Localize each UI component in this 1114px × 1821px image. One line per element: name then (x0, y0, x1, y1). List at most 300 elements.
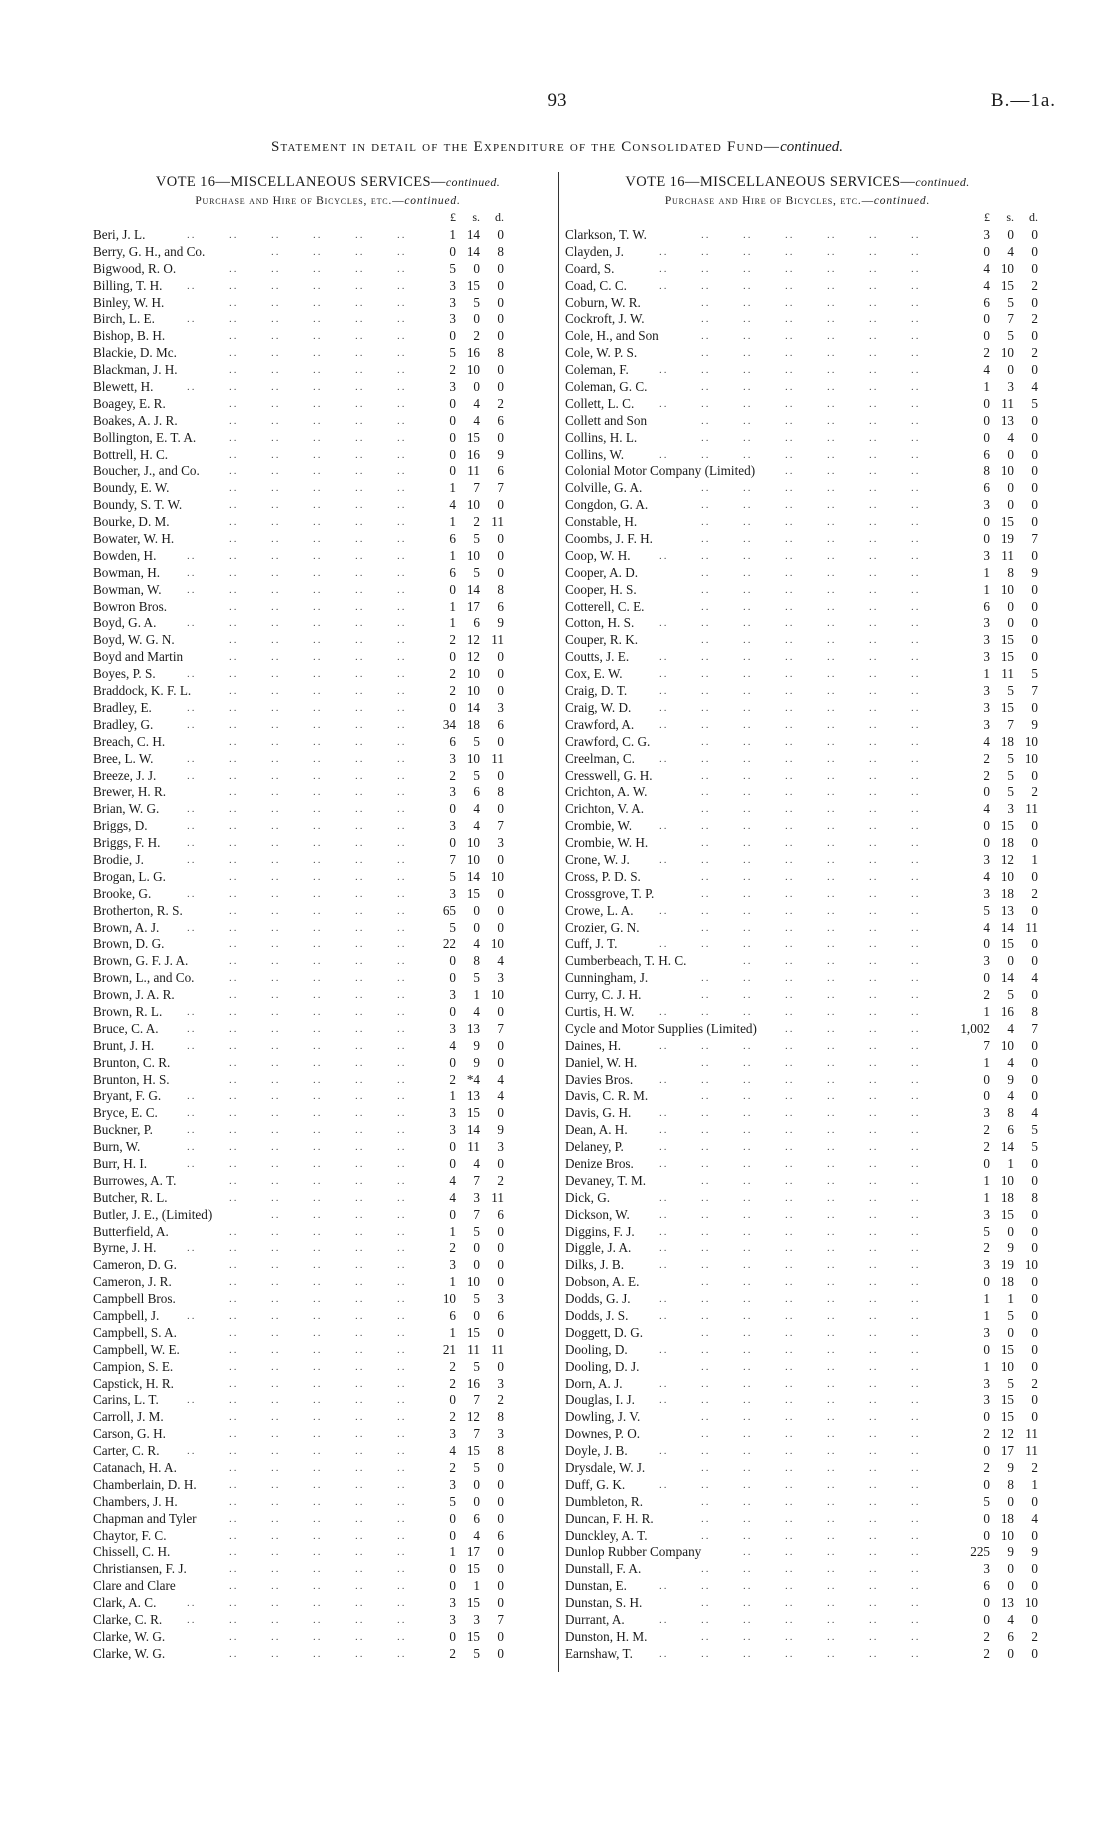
amount-shillings: 0 (473, 919, 480, 935)
dot-leader: .. (355, 1056, 365, 1069)
amount-shillings: 15 (466, 1595, 480, 1611)
dot-leader: .. (701, 786, 711, 799)
dot-leader: .. (701, 1208, 711, 1221)
payee-name: Drysdale, W. J. (565, 1460, 646, 1476)
dot-leader: .. (869, 1056, 879, 1069)
dot-leader: .. (911, 279, 921, 292)
payee-name: Dunckley, A. T. (565, 1527, 648, 1543)
dot-leader: .. (827, 904, 837, 917)
dot-leader: .. (271, 617, 281, 630)
dot-leader: .. (229, 1141, 239, 1154)
dot-leader: .. (313, 262, 323, 275)
dot-leader: .. (785, 701, 795, 714)
amount-shillings: 12 (466, 649, 480, 665)
dot-leader: .. (743, 870, 753, 883)
dot-leader: .. (187, 381, 197, 394)
dot-leader: .. (271, 1157, 281, 1170)
table-row (565, 480, 1038, 497)
amount-shillings: 13 (1000, 412, 1014, 428)
amount-pence: 7 (497, 1612, 504, 1628)
dot-leader: .. (271, 634, 281, 647)
dot-leader: .. (701, 1394, 711, 1407)
dot-leader: .. (355, 516, 365, 529)
amount-shillings: 6 (1007, 1628, 1014, 1644)
dot-leader: .. (187, 803, 197, 816)
payee-name: Coleman, F. (565, 362, 629, 378)
table-row (93, 1038, 563, 1055)
dot-leader: .. (229, 1343, 239, 1356)
dot-leader: .. (785, 1191, 795, 1204)
dot-leader: .. (271, 1225, 281, 1238)
dot-leader: .. (785, 1563, 795, 1576)
dot-leader: .. (271, 972, 281, 985)
dot-leader: .. (911, 1478, 921, 1491)
amount-pence: 7 (1031, 1020, 1038, 1036)
dot-leader: .. (827, 803, 837, 816)
dot-leader: .. (187, 1242, 197, 1255)
amount-shillings: 7 (473, 1172, 480, 1188)
dot-leader: .. (785, 938, 795, 951)
table-row (93, 903, 563, 920)
vote-title: VOTE 16—MISCELLANEOUS SERVICES— (155, 174, 446, 190)
table-row (565, 666, 1038, 683)
dot-leader: .. (271, 1073, 281, 1086)
amount-shillings: 10 (466, 547, 480, 563)
amount-pence: 0 (1031, 547, 1038, 563)
amount-pence: 3 (497, 699, 504, 715)
amount-pence: 0 (1031, 1341, 1038, 1357)
dot-leader: .. (911, 1276, 921, 1289)
dot-leader: .. (397, 1563, 407, 1576)
amount-shillings: 11 (1001, 547, 1014, 563)
dot-leader: .. (701, 668, 711, 681)
dot-leader: .. (701, 685, 711, 698)
dot-leader: .. (869, 718, 879, 731)
dot-leader: .. (397, 837, 407, 850)
amount-pounds: 3 (449, 1612, 456, 1628)
dot-leader: .. (785, 1597, 795, 1610)
dot-leader: .. (911, 803, 921, 816)
amount-pence: 9 (497, 446, 504, 462)
amount-pence: 0 (497, 1595, 504, 1611)
amount-pence: 0 (497, 429, 504, 445)
table-row (93, 1105, 563, 1122)
amount-shillings: 15 (466, 1443, 480, 1459)
dot-leader: .. (397, 1597, 407, 1610)
dot-leader: .. (229, 752, 239, 765)
dot-leader: .. (229, 533, 239, 546)
dot-leader: .. (743, 1208, 753, 1221)
dot-leader: .. (313, 414, 323, 427)
amount-pence: 8 (497, 784, 504, 800)
payee-name: Crowe, L. A. (565, 902, 634, 918)
amount-pounds: 4 (983, 801, 990, 817)
amount-pence: 0 (497, 733, 504, 749)
dot-leader: .. (911, 1208, 921, 1221)
payee-name: Downes, P. O. (565, 1426, 641, 1442)
amount-pence: 4 (1031, 379, 1038, 395)
amount-pence: 11 (491, 1341, 504, 1357)
dot-leader: .. (785, 735, 795, 748)
dot-leader: .. (355, 1242, 365, 1255)
dot-leader: .. (827, 1225, 837, 1238)
dot-leader: .. (187, 549, 197, 562)
dot-leader: .. (187, 1005, 197, 1018)
dot-leader: .. (313, 668, 323, 681)
dot-leader: .. (271, 262, 281, 275)
dot-leader: .. (355, 803, 365, 816)
dot-leader: .. (355, 887, 365, 900)
dot-leader: .. (785, 1495, 795, 1508)
amount-shillings: 15 (1000, 632, 1014, 648)
payee-name: Clarkson, T. W. (565, 227, 647, 242)
dot-leader: .. (229, 668, 239, 681)
amount-pounds: 0 (983, 1409, 990, 1425)
dot-leader: .. (743, 1039, 753, 1052)
amount-pounds: 1 (449, 227, 456, 242)
vote-title: VOTE 16—MISCELLANEOUS SERVICES— (625, 174, 916, 190)
dot-leader: .. (313, 820, 323, 833)
dot-leader: .. (229, 1360, 239, 1373)
dot-leader: .. (229, 1259, 239, 1272)
table-row (93, 683, 563, 700)
amount-shillings: 0 (1007, 598, 1014, 614)
dot-leader: .. (313, 431, 323, 444)
amount-pence: 0 (1031, 362, 1038, 378)
dot-leader: .. (355, 397, 365, 410)
dot-leader: .. (869, 1242, 879, 1255)
amount-shillings: 5 (1007, 750, 1014, 766)
amount-shillings: 5 (1007, 294, 1014, 310)
amount-pence: 9 (1031, 716, 1038, 732)
table-row (93, 1004, 563, 1021)
amount-shillings: 15 (1000, 818, 1014, 834)
dot-leader: .. (229, 1191, 239, 1204)
dot-leader: .. (187, 617, 197, 630)
amount-shillings: 17 (466, 598, 480, 614)
amount-pounds: 1 (983, 1003, 990, 1019)
amount-shillings: 9 (1007, 1071, 1014, 1087)
payee-name: Bowman, W. (93, 581, 162, 597)
dot-leader: .. (869, 1614, 879, 1627)
dot-leader: .. (271, 229, 281, 241)
dot-leader: .. (869, 887, 879, 900)
amount-pounds: 1 (449, 547, 456, 563)
payee-name: Beri, J. L. (93, 227, 146, 242)
dot-leader: .. (743, 1614, 753, 1627)
dot-leader: .. (397, 1614, 407, 1627)
amount-shillings: 18 (1000, 885, 1014, 901)
dot-leader: .. (229, 938, 239, 951)
dot-leader: .. (911, 1157, 921, 1170)
dot-leader: .. (355, 1090, 365, 1103)
dot-leader: .. (313, 1546, 323, 1559)
dot-leader: .. (911, 853, 921, 866)
table-row (93, 1156, 563, 1173)
dot-leader: .. (911, 769, 921, 782)
dot-leader: .. (701, 989, 711, 1002)
amount-pence: 0 (1031, 581, 1038, 597)
dot-leader: .. (313, 1259, 323, 1272)
table-row (93, 1190, 563, 1207)
amount-shillings: 11 (467, 463, 480, 479)
amount-shillings: 14 (466, 243, 480, 259)
dot-leader: .. (397, 1293, 407, 1306)
dot-leader: .. (743, 448, 753, 461)
payee-name: Brunton, C. R. (93, 1054, 171, 1070)
dot-leader: .. (869, 634, 879, 647)
amount-pence: 0 (497, 1460, 504, 1476)
amount-pence: 0 (497, 851, 504, 867)
dot-leader: .. (397, 397, 407, 410)
amount-pounds: 4 (449, 1172, 456, 1188)
dot-leader: .. (313, 887, 323, 900)
amount-pence: 1 (1031, 851, 1038, 867)
dot-leader: .. (271, 1022, 281, 1035)
dot-leader: .. (313, 718, 323, 731)
amount-pence: 0 (1031, 953, 1038, 969)
payee-name: Brooke, G. (93, 885, 152, 901)
dot-leader: .. (187, 837, 197, 850)
amount-shillings: 14 (466, 581, 480, 597)
dot-leader: .. (701, 245, 711, 258)
amount-shillings: 8 (1007, 1105, 1014, 1121)
dot-leader: .. (187, 668, 197, 681)
dot-leader: .. (701, 1157, 711, 1170)
dot-leader: .. (827, 279, 837, 292)
dot-leader: .. (911, 1005, 921, 1018)
dot-leader: .. (827, 1208, 837, 1221)
dot-leader: .. (743, 1512, 753, 1525)
table-row (565, 547, 1038, 565)
dot-leader: .. (229, 921, 239, 934)
dot-leader: .. (659, 364, 669, 377)
amount-pounds: 4 (449, 1037, 456, 1053)
payee-name: Coad, C. C. (565, 277, 627, 293)
amount-pounds: 1 (449, 615, 456, 631)
dot-leader: .. (911, 229, 921, 241)
dot-leader: .. (659, 448, 669, 461)
table-row (93, 751, 563, 768)
section-heading (565, 192, 1030, 210)
dot-leader: .. (785, 887, 795, 900)
payee-name: Daniel, W. H. (565, 1054, 638, 1070)
table-row (93, 1646, 563, 1663)
dot-leader: .. (229, 448, 239, 461)
dot-leader: .. (229, 364, 239, 377)
amount-shillings: 5 (473, 1645, 480, 1661)
amount-pounds: 3 (449, 1122, 456, 1138)
dot-leader: .. (313, 465, 323, 478)
dot-leader: .. (911, 1630, 921, 1643)
dot-leader: .. (313, 1428, 323, 1441)
table-row (93, 835, 563, 852)
dot-leader: .. (187, 1124, 197, 1137)
table-row (93, 497, 563, 514)
dot-leader: .. (397, 1647, 407, 1660)
dot-leader: .. (313, 651, 323, 664)
table-row (565, 919, 1038, 937)
dot-leader: .. (827, 431, 837, 444)
table-row (93, 987, 563, 1004)
dot-leader: .. (911, 1141, 921, 1154)
amount-pounds: 4 (983, 868, 990, 884)
amount-pence: 0 (1031, 615, 1038, 631)
table-row (93, 311, 563, 328)
dot-leader: .. (827, 414, 837, 427)
payee-name: Boagey, E. R. (93, 395, 166, 411)
dot-leader: .. (229, 1546, 239, 1559)
amount-pence: 0 (497, 1645, 504, 1661)
amount-pence: 0 (1031, 480, 1038, 496)
amount-shillings: 10 (466, 666, 480, 682)
amount-pounds: 0 (449, 1206, 456, 1222)
payee-name: Christiansen, F. J. (93, 1561, 187, 1577)
dot-leader: .. (313, 921, 323, 934)
amount-pence: 0 (1031, 868, 1038, 884)
dot-leader: .. (397, 1141, 407, 1154)
table-row (93, 886, 563, 903)
amount-pounds: 225 (970, 1544, 990, 1560)
dot-leader: .. (701, 1647, 711, 1660)
amount-pounds: 0 (449, 1527, 456, 1543)
dot-leader: .. (229, 1563, 239, 1576)
amount-shillings: 5 (473, 1358, 480, 1374)
table-row (93, 295, 563, 312)
dot-leader: .. (355, 955, 365, 968)
amount-pounds: 5 (449, 260, 456, 276)
amount-shillings: 14 (466, 1122, 480, 1138)
payee-name: Collins, W. (565, 446, 624, 462)
amount-shillings: 4 (1007, 1612, 1014, 1628)
amount-pence: 0 (497, 1628, 504, 1644)
dot-leader: .. (187, 1445, 197, 1458)
dot-leader: .. (355, 989, 365, 1002)
table-row (93, 649, 563, 666)
table-row (93, 717, 563, 734)
amount-shillings: 0 (473, 902, 480, 918)
dot-leader: .. (701, 1630, 711, 1643)
payee-name: Campbell, J. (93, 1308, 160, 1323)
amount-pence: 8 (497, 243, 504, 259)
dot-leader: .. (869, 482, 879, 495)
dot-leader: .. (355, 229, 365, 241)
dot-leader: .. (701, 718, 711, 731)
dot-leader: .. (271, 1428, 281, 1441)
dot-leader: .. (187, 1157, 197, 1170)
dot-leader: .. (229, 1276, 239, 1289)
payee-name: Dowling, J. V. (565, 1409, 641, 1425)
table-row (93, 700, 563, 717)
amount-pounds: 1 (983, 581, 990, 597)
dot-leader: .. (785, 1647, 795, 1660)
dot-leader: .. (355, 566, 365, 579)
amount-pounds: 3 (983, 885, 990, 901)
table-row (565, 1527, 1038, 1545)
dot-leader: .. (911, 1462, 921, 1475)
amount-pounds: 0 (449, 328, 456, 344)
amount-pence: 7 (1031, 683, 1038, 699)
amount-shillings: 4 (1007, 1088, 1014, 1104)
amount-pounds: 1 (449, 1223, 456, 1239)
dot-leader: .. (827, 718, 837, 731)
dot-leader: .. (271, 735, 281, 748)
dot-leader: .. (701, 229, 711, 241)
dot-leader: .. (827, 1174, 837, 1187)
left-column (93, 172, 563, 1663)
payee-name: Cameron, D. G. (93, 1257, 177, 1273)
amount-pounds: 6 (983, 294, 990, 310)
dot-leader: .. (701, 533, 711, 546)
amount-shillings: 16 (466, 1375, 480, 1391)
dot-leader: .. (313, 685, 323, 698)
dot-leader: .. (743, 668, 753, 681)
dot-leader: .. (659, 668, 669, 681)
amount-pounds: 0 (983, 328, 990, 344)
dot-leader: .. (827, 1242, 837, 1255)
payee-name: Diggins, F. J. (565, 1223, 635, 1239)
dot-leader: .. (785, 1326, 795, 1339)
amount-pence: 0 (1031, 987, 1038, 1003)
amount-pence: 0 (1031, 260, 1038, 276)
dot-leader: .. (701, 279, 711, 292)
payee-name: Brodie, J. (93, 851, 144, 867)
amount-shillings: 0 (473, 260, 480, 276)
dot-leader: .. (785, 1394, 795, 1407)
dot-leader: .. (743, 1141, 753, 1154)
dot-leader: .. (229, 1614, 239, 1627)
section-title: Purchase and Hire of Bicycles, etc.— (195, 195, 405, 207)
dot-leader: .. (355, 1293, 365, 1306)
amount-pounds: 3 (449, 294, 456, 310)
dot-leader: .. (827, 600, 837, 613)
amount-pence: 2 (497, 1172, 504, 1188)
dot-leader: .. (355, 499, 365, 512)
amount-shillings: 5 (1007, 328, 1014, 344)
dot-leader: .. (313, 1495, 323, 1508)
table-row (565, 1578, 1038, 1595)
dot-leader: .. (743, 1107, 753, 1120)
dot-leader: .. (313, 1326, 323, 1339)
dot-leader: .. (659, 279, 669, 292)
table-row (93, 1511, 563, 1528)
amount-shillings: 0 (1007, 362, 1014, 378)
dot-leader: .. (785, 600, 795, 613)
amount-pence: 0 (1031, 294, 1038, 310)
amount-shillings: 16 (466, 446, 480, 462)
amount-pence: 0 (1031, 1612, 1038, 1628)
amount-pence: 9 (497, 615, 504, 631)
dot-leader: .. (701, 1512, 711, 1525)
dot-leader: .. (659, 1141, 669, 1154)
dot-leader: .. (397, 229, 407, 241)
dot-leader: .. (229, 296, 239, 309)
dot-leader: .. (229, 1411, 239, 1424)
amount-shillings: 7 (1007, 716, 1014, 732)
dot-leader: .. (229, 499, 239, 512)
payee-name: Dean, A. H. (565, 1122, 628, 1138)
amount-pence: 11 (491, 632, 504, 648)
dot-leader: .. (229, 1022, 239, 1035)
dot-leader: .. (869, 837, 879, 850)
dot-leader: .. (313, 600, 323, 613)
dot-leader: .. (701, 887, 711, 900)
dot-leader: .. (229, 1107, 239, 1120)
dot-leader: .. (659, 1343, 669, 1356)
dot-leader: .. (397, 1495, 407, 1508)
amount-pence: 0 (1031, 818, 1038, 834)
dot-leader: .. (785, 1614, 795, 1627)
